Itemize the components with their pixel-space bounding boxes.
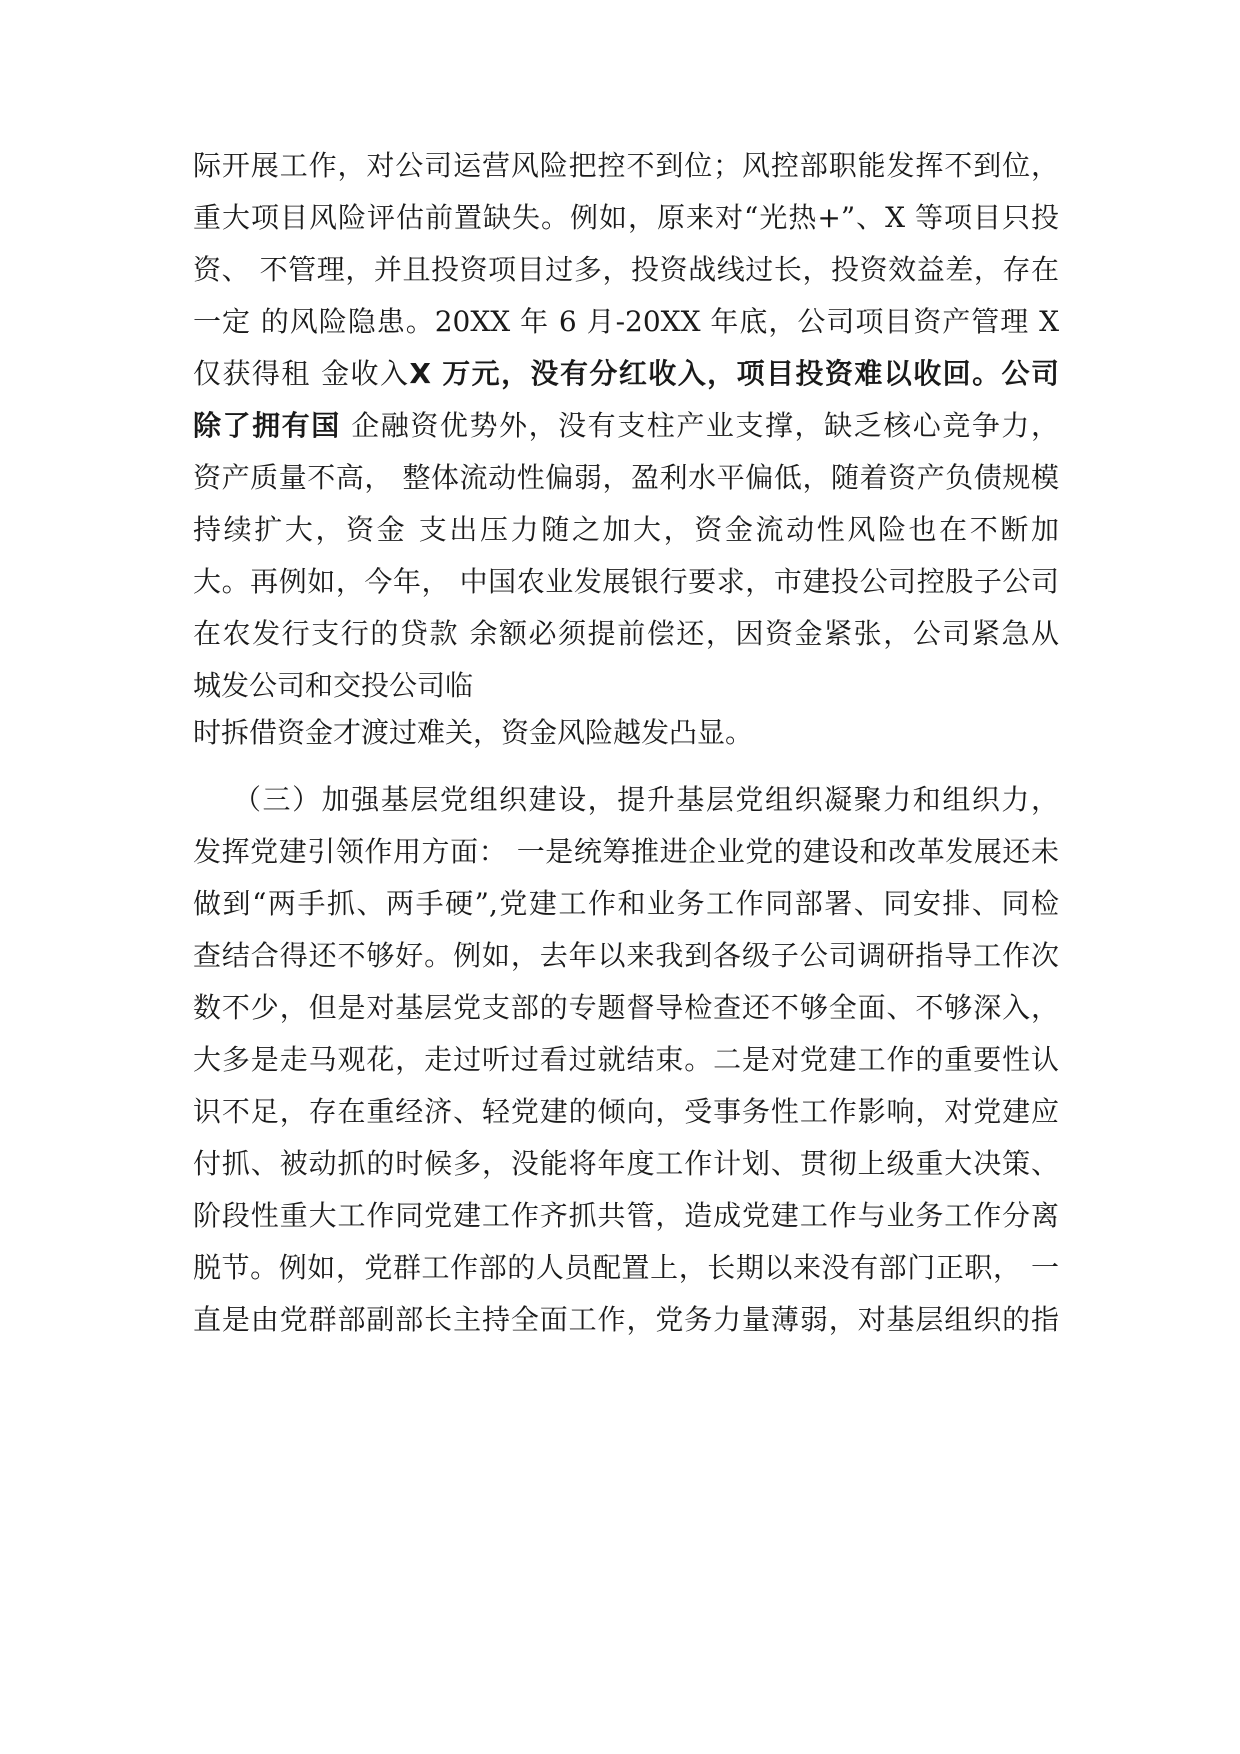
text-line-18 xyxy=(193,1040,1059,1080)
text-line-1 xyxy=(193,146,1059,186)
text-line-19-content: 识不足，存在重经济、轻党建的倾向，受事务性工作影响，对党建应 xyxy=(193,1095,1059,1128)
text-line-11 xyxy=(193,666,1059,706)
text-line-5-content: 仅获得租 金收入 xyxy=(193,357,410,390)
text-line-17-content: 数不少，但是对基层党支部的专题督导检查还不够全面、不够深入， xyxy=(193,991,1059,1024)
text-line-15 xyxy=(193,884,1059,924)
text-line-11-content: 城发公司和交投公司临 xyxy=(193,669,474,702)
text-line-16 xyxy=(193,936,1059,976)
text-line-3 xyxy=(193,250,1059,290)
section-heading-3-content: （三）加强基层党组织建设，提升基层党组织凝聚力和组织力， xyxy=(233,783,1059,816)
text-line-2 xyxy=(193,198,1059,238)
text-line-1-content: 际开展工作，对公司运营风险把控不到位；风控部职能发挥不到位， xyxy=(193,149,1059,182)
text-line-8-content: 持续扩大，资金 支出压力随之加大，资金流动性风险也在不断加 xyxy=(193,513,1059,546)
text-line-10-content: 在农发行支行的贷款 余额必须提前偿还，因资金紧张，公司紧急从 xyxy=(193,617,1059,650)
section-heading-3 xyxy=(233,780,1059,820)
text-line-12 xyxy=(193,713,1059,753)
text-line-19 xyxy=(193,1092,1059,1132)
text-line-20-content: 付抓、被动抓的时候多，没能将年度工作计划、贯彻上级重大决策、 xyxy=(193,1147,1059,1180)
text-line-7 xyxy=(193,458,1059,498)
text-line-21-content: 阶段性重大工作同党建工作齐抓共管，造成党建工作与业务工作分离 xyxy=(193,1199,1059,1232)
text-line-7-content: 资产质量不高， 整体流动性偏弱，盈利水平偏低，随着资产负债规模 xyxy=(193,461,1059,494)
text-line-6-bold: 除了拥有国 xyxy=(193,409,341,442)
text-line-16-content: 查结合得还不够好。例如，去年以来我到各级子公司调研指导工作次 xyxy=(193,939,1059,972)
text-line-20 xyxy=(193,1144,1059,1184)
text-line-14-content: 发挥党建引领作用方面： 一是统筹推进企业党的建设和改革发展还未 xyxy=(193,835,1059,868)
text-line-12-content: 时拆借资金才渡过难关，资金风险越发凸显。 xyxy=(193,716,754,749)
text-line-6-content: 企融资优势外，没有支柱产业支撑，缺乏核心竞争力， xyxy=(340,409,1059,442)
text-line-6 xyxy=(193,406,1059,446)
text-line-15-content: 做到“两手抓、两手硬”,党建工作和业务工作同部署、同安排、同检 xyxy=(193,887,1059,920)
text-line-10 xyxy=(193,614,1059,654)
text-line-17 xyxy=(193,988,1059,1028)
text-line-5-bold: X 万元，没有分红收入，项目投资难以收回。公司 xyxy=(409,357,1059,390)
text-line-14 xyxy=(193,832,1059,872)
text-line-18-content: 大多是走马观花，走过听过看过就结束。二是对党建工作的重要性认 xyxy=(193,1043,1059,1076)
text-line-23-content: 直是由党群部副部长主持全面工作，党务力量薄弱，对基层组织的指 xyxy=(193,1303,1059,1336)
text-line-3-content: 资、 不管理，并且投资项目过多，投资战线过长，投资效益差，存在 xyxy=(193,253,1059,286)
text-line-23 xyxy=(193,1300,1059,1340)
text-line-9-content: 大。再例如，今年， 中国农业发展银行要求，市建投公司控股子公司 xyxy=(193,565,1059,598)
text-line-2-content: 重大项目风险评估前置缺失。例如，原来对“光热+”、X 等项目只投 xyxy=(193,201,1059,234)
text-line-9 xyxy=(193,562,1059,602)
text-line-22 xyxy=(193,1248,1059,1288)
text-line-5 xyxy=(193,354,1059,394)
text-line-21 xyxy=(193,1196,1059,1236)
text-line-4 xyxy=(193,302,1059,342)
text-line-4-content: 一定 的风险隐患。20XX 年 6 月-20XX 年底，公司项目资产管理 X xyxy=(193,305,1059,338)
text-line-22-content: 脱节。例如，党群工作部的人员配置上，长期以来没有部门正职， 一 xyxy=(193,1251,1059,1284)
text-line-8 xyxy=(193,510,1059,550)
